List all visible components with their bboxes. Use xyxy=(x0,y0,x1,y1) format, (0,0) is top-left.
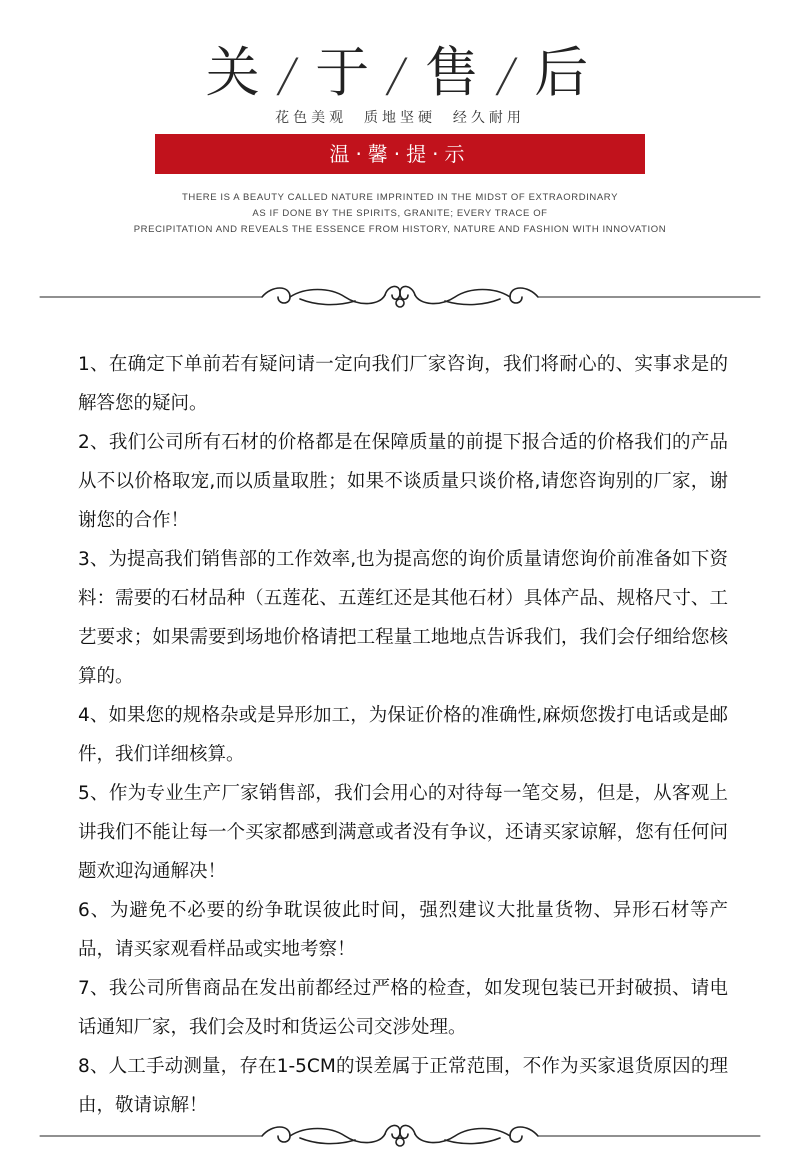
title-separator: / xyxy=(274,48,307,102)
english-line: PRECIPITATION AND REVEALS THE ESSENCE FROM HISTORY, NATURE AND FASHION WITH INNOVATION xyxy=(133,224,667,235)
title-char: 于 xyxy=(315,41,376,104)
english-line: AS IF DONE BY THE SPIRITS, GRANITE; EVERY TRACE OF xyxy=(252,208,548,219)
subtitle: 花色美观 质地坚硬 经久耐用 xyxy=(275,110,525,126)
ornamental-divider-bottom xyxy=(0,1116,800,1156)
title-char: 后 xyxy=(534,41,595,104)
title-separator: / xyxy=(493,48,526,102)
notice-item: 8、人工手动测量，存在1-5CM的误差属于正常范围，不作为买家退货原因的理由，敬请谅解！ xyxy=(78,1056,728,1116)
notice-item: 3、为提高我们销售部的工作效率,也为提高您的询价质量请您询价前准备如下资料：需要的石材品种（五莲花、五莲红还是其他石材）具体产品、规格尺寸、工艺要求；如果需要到场地价格请把工程量工地地点告诉我们，我们会仔细给您核算的。 xyxy=(78,549,728,687)
warm-tips-banner: 温·馨·提·示 xyxy=(155,134,645,174)
notice-item: 4、如果您的规格杂或是异形加工，为保证价格的准确性,麻烦您拨打电话或是邮件，我们详细核算。 xyxy=(78,705,728,765)
notice-item: 6、为避免不必要的纷争耽误彼此时间，强烈建议大批量货物、异形石材等产品，请买家观看样品或实地考察！ xyxy=(78,900,728,960)
notice-item: 1、在确定下单前若有疑问请一定向我们厂家咨询，我们将耐心的、实事求是的解答您的疑问。 xyxy=(78,354,728,414)
title-char: 关 xyxy=(205,41,266,104)
title-char: 售 xyxy=(424,41,485,104)
english-line: THERE IS A BEAUTY CALLED NATURE IMPRINTED IN THE MIDST OF EXTRAORDINARY xyxy=(181,192,619,203)
english-tagline xyxy=(0,190,800,238)
notice-item: 5、作为专业生产厂家销售部，我们会用心的对待每一笔交易，但是，从客观上讲我们不能让每一个买家都感到满意或者没有争议，还请买家谅解，您有任何问题欢迎沟通解决！ xyxy=(78,783,728,882)
notice-item: 2、我们公司所有石材的价格都是在保障质量的前提下报合适的价格我们的产品从不以价格取宠,而以质量取胜；如果不谈质量只谈价格,请您咨询别的厂家，谢谢您的合作！ xyxy=(78,432,728,531)
page-title xyxy=(0,30,800,107)
ornamental-divider-top xyxy=(0,277,800,317)
notice-list xyxy=(78,345,728,1125)
notice-item: 7、我公司所售商品在发出前都经过严格的检查，如发现包装已开封破损、请电话通知厂家，我们会及时和货运公司交涉处理。 xyxy=(78,978,728,1038)
title-separator: / xyxy=(383,48,417,102)
